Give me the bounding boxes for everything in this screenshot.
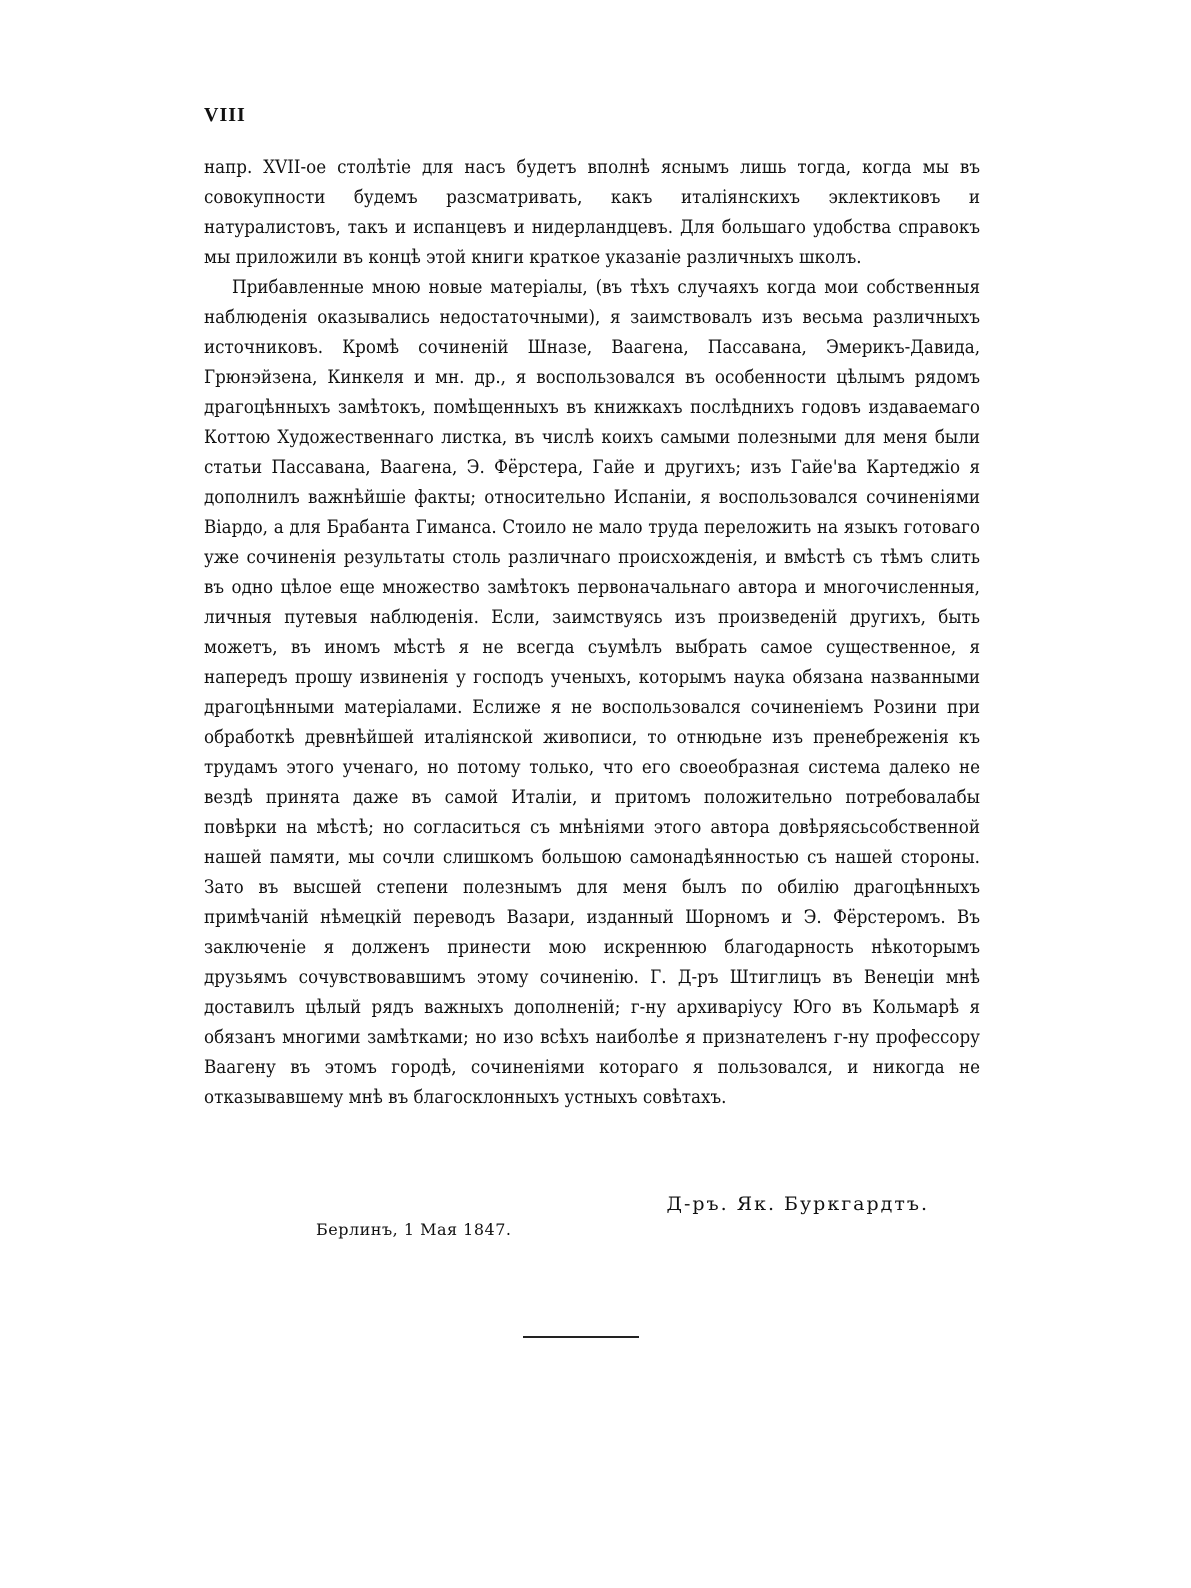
paragraph-sources: Прибавленные мною новые матеріалы, (въ тѣхъ случаяхъ когда мои собственныя наблюденія оказывались недостаточными), я заимствовалъ изъ весьма различныхъ источниковъ. Кромѣ сочиненій Шназе, Ваагена, Пассавана, Эмерикъ-Давида, Грюнэйзена, Кинкеля и мн. др., я воспользовался въ особенности цѣлымъ рядомъ драгоцѣнныхъ замѣтокъ, помѣщенныхъ въ книжкахъ послѣднихъ годовъ издаваемаго Коттою Художественнаго листка, въ числѣ коихъ самыми полезными для меня были статьи Пассавана, Ваагена, Э. Фёрстера, Гайе и другихъ; изъ Гайе'ва Картеджіо я дополнилъ важнѣйшіе факты; относительно Испаніи, я воспользовался сочиненіями Віардо, а для Брабанта Гиманса. Стоило не мало труда переложить на языкъ готоваго уже сочиненія результаты столь различнаго происхожденія, и вмѣстѣ съ тѣмъ слить въ одно цѣлое еще множество замѣтокъ первоначальнаго автора и многочисленныя, личныя путевыя наблюденія. Если, заимствуясь изъ произведеній другихъ, быть можетъ, въ иномъ мѣстѣ я не всегда съумѣлъ выбрать самое существенное, я напередъ прошу извиненія у господъ ученыхъ, которымъ наука обязана названными драгоцѣнными матеріалами. Еслиже я не воспользовался сочиненіемъ Розини при обработкѣ древнѣйшей италіянской живописи, то отнюдьне изъ пренебреженія къ трудамъ этого ученаго, но потому только, что его своеобразная система далеко не вездѣ принята даже въ самой Италіи, и притомъ положительно потребовалабы повѣрки на мѣстѣ; но согласиться съ мнѣніями этого автора довѣряясьсобственной нашей памяти, мы сочли слишкомъ большою самонадѣянностью съ нашей стороны. Зато въ высшей степени полезнымъ для меня былъ по обилію драгоцѣнныхъ примѣчаній нѣмецкій переводъ Вазари, изданный Шорномъ и Э. Фёрстеромъ. Въ заключеніе я долженъ принести мою искреннюю благодарность нѣкоторымъ друзьямъ сочувствовавшимъ этому сочиненію. Г. Д-ръ Штиглицъ въ Венеціи мнѣ доставилъ цѣлый рядъ важныхъ дополненій; г-ну архиваріусу Юго въ Кольмарѣ я обязанъ многими замѣтками; но изо всѣхъ наиболѣе я признателенъ г-ну профессору Ваагену въ этомъ городѣ, сочиненіями котораго я пользовался, и никогда не отказывавшему мнѣ въ благосклонныхъ устныхъ совѣтахъ.: [204, 277, 980, 1108]
page-number: VIII: [204, 104, 246, 126]
place-date-line: Берлинъ, 1 Мая 1847.: [316, 1220, 512, 1239]
end-rule-divider: [523, 1336, 639, 1338]
author-signature: Д-ръ. Як. Буркгардтъ.: [666, 1193, 929, 1215]
body-text: [204, 153, 980, 1113]
paragraph-continuation: напр. XVII-ое столѣтіе для насъ будетъ вполнѣ яснымъ лишь тогда, когда мы въ совокупности будемъ разсматривать, какъ италіянскихъ эклектиковъ и натуралистовъ, такъ и испанцевъ и нидерландцевъ. Для большаго удобства справокъ мы приложили въ концѣ этой книги краткое указаніе различныхъ школъ.: [204, 157, 980, 268]
